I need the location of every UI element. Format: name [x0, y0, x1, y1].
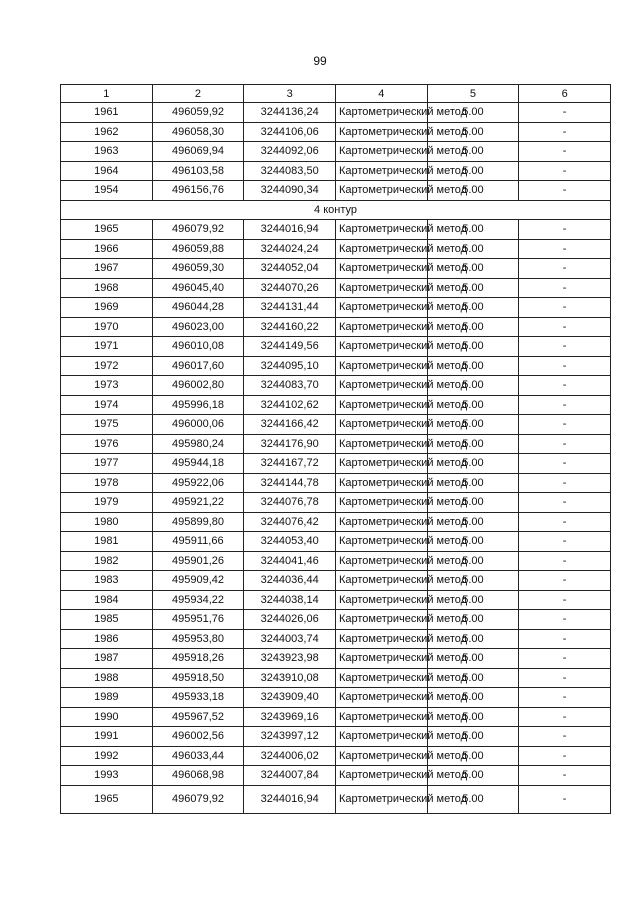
- page-number: 99: [313, 54, 327, 68]
- x-coordinate: 495934,22: [152, 590, 244, 610]
- point-number: 1969: [61, 298, 153, 318]
- table-row: [61, 512, 611, 532]
- method: Картометрический метод: [335, 395, 427, 415]
- table-row: [61, 356, 611, 376]
- note: -: [519, 122, 611, 142]
- point-number: 1978: [61, 473, 153, 493]
- point-number: 1968: [61, 278, 153, 298]
- point-number: 1977: [61, 454, 153, 474]
- y-coordinate: 3244144,78: [244, 473, 336, 493]
- table-row: [61, 239, 611, 259]
- table-row: [61, 785, 611, 813]
- table-row: [61, 220, 611, 240]
- method: Картометрический метод: [335, 142, 427, 162]
- y-coordinate: 3244083,70: [244, 376, 336, 396]
- accuracy: 5.00: [427, 785, 519, 813]
- table-row: [61, 415, 611, 435]
- accuracy: 5.00: [427, 434, 519, 454]
- method: Картометрический метод: [335, 122, 427, 142]
- table-row: [61, 532, 611, 552]
- note: -: [519, 785, 611, 813]
- note: -: [519, 239, 611, 259]
- accuracy: 5.00: [427, 103, 519, 123]
- note: -: [519, 103, 611, 123]
- method: Картометрический метод: [335, 317, 427, 337]
- note: -: [519, 610, 611, 630]
- x-coordinate: 496069,94: [152, 142, 244, 162]
- point-number: 1972: [61, 356, 153, 376]
- accuracy: 5.00: [427, 415, 519, 435]
- x-coordinate: 496002,80: [152, 376, 244, 396]
- y-coordinate: 3244149,56: [244, 337, 336, 357]
- table-row: [61, 161, 611, 181]
- table-row: [61, 668, 611, 688]
- method: Картометрический метод: [335, 103, 427, 123]
- y-coordinate: 3244007,84: [244, 766, 336, 786]
- point-number: 1980: [61, 512, 153, 532]
- header-col-2: 2: [152, 85, 244, 103]
- table-row: [61, 395, 611, 415]
- method: Картометрический метод: [335, 161, 427, 181]
- note: -: [519, 415, 611, 435]
- y-coordinate: 3244024,24: [244, 239, 336, 259]
- x-coordinate: 496000,06: [152, 415, 244, 435]
- point-number: 1982: [61, 551, 153, 571]
- table-row: [61, 376, 611, 396]
- x-coordinate: 496079,92: [152, 220, 244, 240]
- section-label: 4 контур: [61, 200, 611, 220]
- method: Картометрический метод: [335, 785, 427, 813]
- method: Картометрический метод: [335, 473, 427, 493]
- table-row: [61, 493, 611, 513]
- x-coordinate: 496045,40: [152, 278, 244, 298]
- table-header: [61, 85, 611, 103]
- accuracy: 5.00: [427, 395, 519, 415]
- y-coordinate: 3243997,12: [244, 727, 336, 747]
- x-coordinate: 496010,08: [152, 337, 244, 357]
- note: -: [519, 688, 611, 708]
- note: -: [519, 395, 611, 415]
- point-number: 1973: [61, 376, 153, 396]
- point-number: 1984: [61, 590, 153, 610]
- table-row: [61, 298, 611, 318]
- y-coordinate: 3244106,06: [244, 122, 336, 142]
- table-row: [61, 473, 611, 493]
- point-number: 1985: [61, 610, 153, 630]
- note: -: [519, 707, 611, 727]
- point-number: 1967: [61, 259, 153, 279]
- note: -: [519, 298, 611, 318]
- x-coordinate: 495944,18: [152, 454, 244, 474]
- note: -: [519, 161, 611, 181]
- note: -: [519, 746, 611, 766]
- accuracy: 5.00: [427, 376, 519, 396]
- accuracy: 5.00: [427, 493, 519, 513]
- section-row: [61, 200, 611, 220]
- method: Картометрический метод: [335, 493, 427, 513]
- accuracy: 5.00: [427, 668, 519, 688]
- note: -: [519, 434, 611, 454]
- x-coordinate: 495967,52: [152, 707, 244, 727]
- point-number: 1981: [61, 532, 153, 552]
- x-coordinate: 496156,76: [152, 181, 244, 201]
- header-row: [61, 85, 611, 103]
- method: Картометрический метод: [335, 766, 427, 786]
- accuracy: 5.00: [427, 590, 519, 610]
- method: Картометрический метод: [335, 434, 427, 454]
- accuracy: 5.00: [427, 766, 519, 786]
- x-coordinate: 495911,66: [152, 532, 244, 552]
- note: -: [519, 337, 611, 357]
- y-coordinate: 3244053,40: [244, 532, 336, 552]
- x-coordinate: 496079,92: [152, 785, 244, 813]
- method: Картометрический метод: [335, 278, 427, 298]
- y-coordinate: 3244095,10: [244, 356, 336, 376]
- table-row: [61, 590, 611, 610]
- table-row: [61, 571, 611, 591]
- x-coordinate: 496059,88: [152, 239, 244, 259]
- x-coordinate: 496059,30: [152, 259, 244, 279]
- method: Картометрический метод: [335, 239, 427, 259]
- method: Картометрический метод: [335, 298, 427, 318]
- accuracy: 5.00: [427, 239, 519, 259]
- method: Картометрический метод: [335, 551, 427, 571]
- y-coordinate: 3244026,06: [244, 610, 336, 630]
- accuracy: 5.00: [427, 727, 519, 747]
- note: -: [519, 220, 611, 240]
- note: -: [519, 142, 611, 162]
- x-coordinate: 495921,22: [152, 493, 244, 513]
- note: -: [519, 278, 611, 298]
- table-row: [61, 317, 611, 337]
- point-number: 1979: [61, 493, 153, 513]
- note: -: [519, 317, 611, 337]
- y-coordinate: 3244131,44: [244, 298, 336, 318]
- table-row: [61, 259, 611, 279]
- table-row: [61, 103, 611, 123]
- accuracy: 5.00: [427, 337, 519, 357]
- point-number: 1990: [61, 707, 153, 727]
- table-row: [61, 649, 611, 669]
- point-number: 1965: [61, 785, 153, 813]
- y-coordinate: 3244166,42: [244, 415, 336, 435]
- method: Картометрический метод: [335, 649, 427, 669]
- accuracy: 5.00: [427, 629, 519, 649]
- table-row: [61, 629, 611, 649]
- accuracy: 5.00: [427, 142, 519, 162]
- table-row: [61, 181, 611, 201]
- y-coordinate: 3243909,40: [244, 688, 336, 708]
- method: Картометрический метод: [335, 668, 427, 688]
- y-coordinate: 3244016,94: [244, 220, 336, 240]
- accuracy: 5.00: [427, 551, 519, 571]
- method: Картометрический метод: [335, 590, 427, 610]
- y-coordinate: 3244092,06: [244, 142, 336, 162]
- x-coordinate: 495901,26: [152, 551, 244, 571]
- point-number: 1989: [61, 688, 153, 708]
- table-row: [61, 142, 611, 162]
- method: Картометрический метод: [335, 220, 427, 240]
- table-row: [61, 337, 611, 357]
- x-coordinate: 495922,06: [152, 473, 244, 493]
- point-number: 1965: [61, 220, 153, 240]
- method: Картометрический метод: [335, 571, 427, 591]
- method: Картометрический метод: [335, 512, 427, 532]
- accuracy: 5.00: [427, 259, 519, 279]
- point-number: 1964: [61, 161, 153, 181]
- note: -: [519, 551, 611, 571]
- method: Картометрический метод: [335, 727, 427, 747]
- point-number: 1987: [61, 649, 153, 669]
- point-number: 1963: [61, 142, 153, 162]
- accuracy: 5.00: [427, 220, 519, 240]
- method: Картометрический метод: [335, 181, 427, 201]
- y-coordinate: 3244076,78: [244, 493, 336, 513]
- x-coordinate: 495909,42: [152, 571, 244, 591]
- point-number: 1988: [61, 668, 153, 688]
- table-row: [61, 610, 611, 630]
- header-col-3: 3: [244, 85, 336, 103]
- y-coordinate: 3243910,08: [244, 668, 336, 688]
- x-coordinate: 495899,80: [152, 512, 244, 532]
- table-row: [61, 122, 611, 142]
- note: -: [519, 376, 611, 396]
- point-number: 1976: [61, 434, 153, 454]
- y-coordinate: 3244176,90: [244, 434, 336, 454]
- point-number: 1992: [61, 746, 153, 766]
- point-number: 1971: [61, 337, 153, 357]
- point-number: 1993: [61, 766, 153, 786]
- point-number: 1974: [61, 395, 153, 415]
- accuracy: 5.00: [427, 610, 519, 630]
- accuracy: 5.00: [427, 649, 519, 669]
- note: -: [519, 493, 611, 513]
- x-coordinate: 496103,58: [152, 161, 244, 181]
- x-coordinate: 495953,80: [152, 629, 244, 649]
- table-row: [61, 278, 611, 298]
- note: -: [519, 766, 611, 786]
- x-coordinate: 496059,92: [152, 103, 244, 123]
- point-number: 1954: [61, 181, 153, 201]
- x-coordinate: 496002,56: [152, 727, 244, 747]
- accuracy: 5.00: [427, 746, 519, 766]
- table-row: [61, 746, 611, 766]
- accuracy: 5.00: [427, 298, 519, 318]
- y-coordinate: 3244136,24: [244, 103, 336, 123]
- accuracy: 5.00: [427, 473, 519, 493]
- point-number: 1962: [61, 122, 153, 142]
- method: Картометрический метод: [335, 376, 427, 396]
- point-number: 1970: [61, 317, 153, 337]
- y-coordinate: 3244006,02: [244, 746, 336, 766]
- note: -: [519, 571, 611, 591]
- note: -: [519, 356, 611, 376]
- method: Картометрический метод: [335, 707, 427, 727]
- table-row: [61, 551, 611, 571]
- accuracy: 5.00: [427, 317, 519, 337]
- note: -: [519, 727, 611, 747]
- y-coordinate: 3244038,14: [244, 590, 336, 610]
- accuracy: 5.00: [427, 571, 519, 591]
- y-coordinate: 3243969,16: [244, 707, 336, 727]
- point-number: 1991: [61, 727, 153, 747]
- y-coordinate: 3244083,50: [244, 161, 336, 181]
- point-number: 1961: [61, 103, 153, 123]
- note: -: [519, 532, 611, 552]
- point-number: 1975: [61, 415, 153, 435]
- header-col-6: 6: [519, 85, 611, 103]
- table-row: [61, 707, 611, 727]
- method: Картометрический метод: [335, 629, 427, 649]
- point-number: 1986: [61, 629, 153, 649]
- x-coordinate: 495933,18: [152, 688, 244, 708]
- y-coordinate: 3244070,26: [244, 278, 336, 298]
- method: Картометрический метод: [335, 337, 427, 357]
- method: Картометрический метод: [335, 415, 427, 435]
- accuracy: 5.00: [427, 356, 519, 376]
- accuracy: 5.00: [427, 122, 519, 142]
- note: -: [519, 668, 611, 688]
- y-coordinate: 3244052,04: [244, 259, 336, 279]
- note: -: [519, 590, 611, 610]
- x-coordinate: 496068,98: [152, 766, 244, 786]
- method: Картометрический метод: [335, 746, 427, 766]
- x-coordinate: 495918,50: [152, 668, 244, 688]
- x-coordinate: 496033,44: [152, 746, 244, 766]
- header-col-5: 5: [427, 85, 519, 103]
- note: -: [519, 259, 611, 279]
- accuracy: 5.00: [427, 707, 519, 727]
- table-row: [61, 727, 611, 747]
- table-row: [61, 766, 611, 786]
- table-row: [61, 454, 611, 474]
- x-coordinate: 496017,60: [152, 356, 244, 376]
- accuracy: 5.00: [427, 688, 519, 708]
- x-coordinate: 496023,00: [152, 317, 244, 337]
- accuracy: 5.00: [427, 532, 519, 552]
- y-coordinate: 3244160,22: [244, 317, 336, 337]
- y-coordinate: 3244041,46: [244, 551, 336, 571]
- x-coordinate: 496044,28: [152, 298, 244, 318]
- method: Картометрический метод: [335, 454, 427, 474]
- point-number: 1983: [61, 571, 153, 591]
- coordinates-table: [60, 84, 611, 814]
- method: Картометрический метод: [335, 688, 427, 708]
- accuracy: 5.00: [427, 454, 519, 474]
- x-coordinate: 496058,30: [152, 122, 244, 142]
- x-coordinate: 495980,24: [152, 434, 244, 454]
- note: -: [519, 473, 611, 493]
- accuracy: 5.00: [427, 512, 519, 532]
- method: Картометрический метод: [335, 259, 427, 279]
- y-coordinate: 3244076,42: [244, 512, 336, 532]
- method: Картометрический метод: [335, 532, 427, 552]
- x-coordinate: 495951,76: [152, 610, 244, 630]
- method: Картометрический метод: [335, 610, 427, 630]
- x-coordinate: 495918,26: [152, 649, 244, 669]
- note: -: [519, 181, 611, 201]
- note: -: [519, 512, 611, 532]
- method: Картометрический метод: [335, 356, 427, 376]
- table-row: [61, 688, 611, 708]
- table-row: [61, 434, 611, 454]
- note: -: [519, 629, 611, 649]
- note: -: [519, 649, 611, 669]
- y-coordinate: 3244167,72: [244, 454, 336, 474]
- point-number: 1966: [61, 239, 153, 259]
- y-coordinate: 3244016,94: [244, 785, 336, 813]
- accuracy: 5.00: [427, 181, 519, 201]
- table-body: [61, 103, 611, 814]
- y-coordinate: 3243923,98: [244, 649, 336, 669]
- header-col-1: 1: [61, 85, 153, 103]
- header-col-4: 4: [335, 85, 427, 103]
- y-coordinate: 3244003,74: [244, 629, 336, 649]
- y-coordinate: 3244036,44: [244, 571, 336, 591]
- accuracy: 5.00: [427, 278, 519, 298]
- y-coordinate: 3244090,34: [244, 181, 336, 201]
- accuracy: 5.00: [427, 161, 519, 181]
- y-coordinate: 3244102,62: [244, 395, 336, 415]
- note: -: [519, 454, 611, 474]
- x-coordinate: 495996,18: [152, 395, 244, 415]
